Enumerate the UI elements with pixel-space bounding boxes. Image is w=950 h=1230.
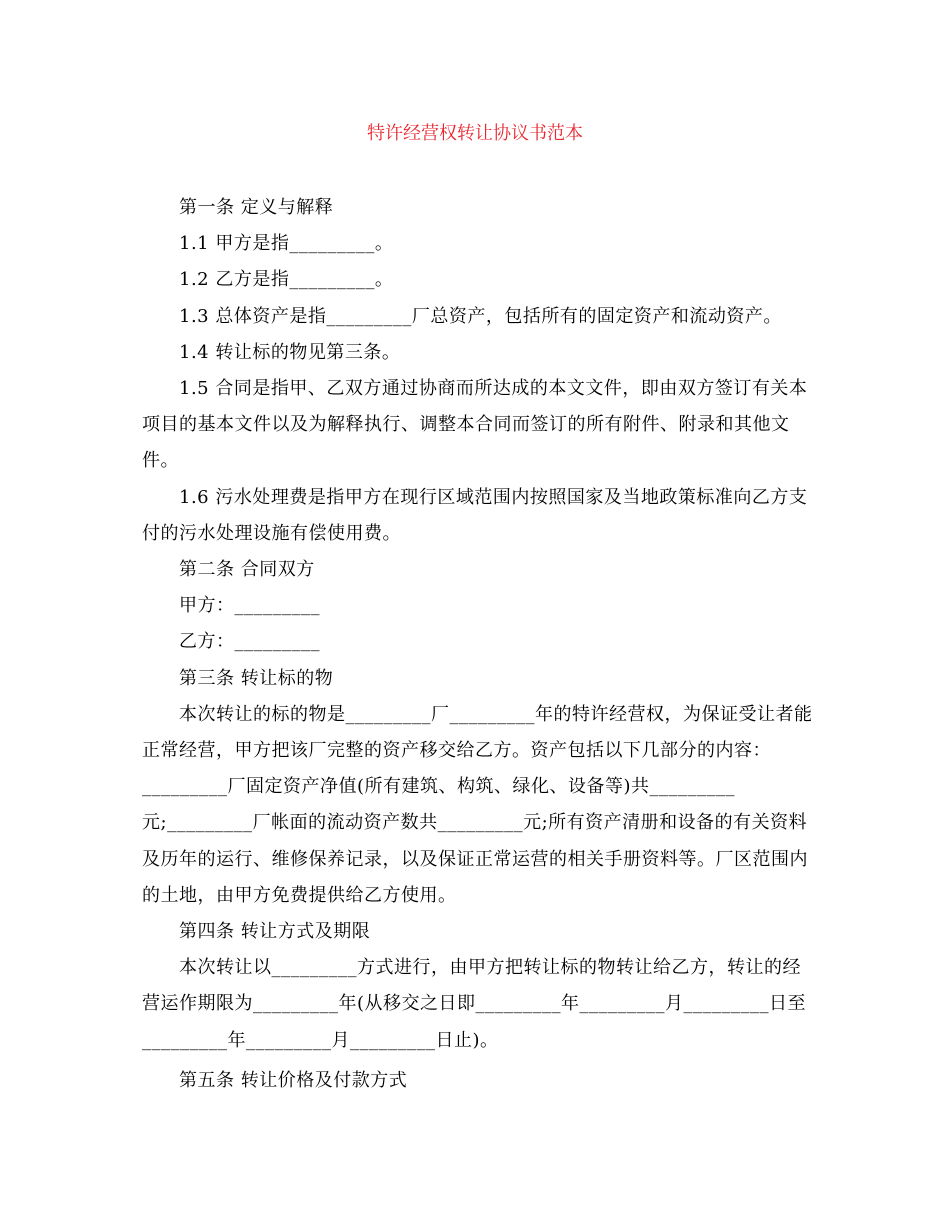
paragraph-line: 元;_________厂帐面的流动资产数共_________元;所有资产清册和设备的有关资料 — [142, 812, 808, 833]
paragraph-line: 1.3 总体资产是指_________厂总资产，包括所有的固定资产和流动资产。 — [142, 306, 782, 327]
paragraph-line: 及历年的运行、维修保养记录，以及保证正常运营的相关手册资料等。厂区范围内 — [142, 849, 808, 870]
paragraph-line: 1.1 甲方是指_________。 — [142, 233, 394, 254]
paragraph-line: 1.4 转让标的物见第三条。 — [142, 342, 401, 363]
paragraph-line: 付的污水处理设施有偿使用费。 — [142, 523, 401, 544]
article-3-heading: 第三条 转让标的物 — [142, 668, 334, 689]
article-4-heading: 第四条 转让方式及期限 — [142, 921, 371, 942]
paragraph-line: 本次转让以_________方式进行，由甲方把转让标的物转让给乙方，转让的经 — [142, 957, 801, 978]
article-2-heading: 第二条 合同双方 — [142, 559, 315, 580]
paragraph-line: 甲方：_________ — [142, 595, 320, 616]
paragraph-line: 本次转让的标的物是_________厂_________年的特许经营权，为保证受让者能 — [142, 704, 813, 725]
paragraph-line: 件。 — [142, 450, 179, 471]
paragraph-line: 正常经营，甲方把该厂完整的资产移交给乙方。资产包括以下几部分的内容： — [142, 740, 771, 761]
paragraph-line: 项目的基本文件以及为解释执行、调整本合同而签订的所有附件、附录和其他文 — [142, 414, 790, 435]
paragraph-line: 营运作期限为_________年(从移交之日即_________年_________月_________日至 — [142, 993, 807, 1014]
paragraph-line: 乙方：_________ — [142, 631, 320, 652]
paragraph-line: _________年_________月_________日止)。 — [142, 1030, 499, 1051]
paragraph-line: 1.6 污水处理费是指甲方在现行区域范围内按照国家及当地政策标准向乙方支 — [142, 487, 808, 508]
document-title: 特许经营权转让协议书范本 — [367, 123, 583, 144]
paragraph-line: 1.2 乙方是指_________。 — [142, 269, 394, 290]
article-5-heading: 第五条 转让价格及付款方式 — [142, 1070, 408, 1091]
paragraph-line: 的土地，由甲方免费提供给乙方使用。 — [142, 885, 457, 906]
paragraph-line: 1.5 合同是指甲、乙双方通过协商而所达成的本文文件，即由双方签订有关本 — [142, 378, 808, 399]
article-1-heading: 第一条 定义与解释 — [142, 197, 334, 218]
paragraph-line: _________厂固定资产净值(所有建筑、构筑、绿化、设备等)共_________ — [142, 776, 736, 797]
